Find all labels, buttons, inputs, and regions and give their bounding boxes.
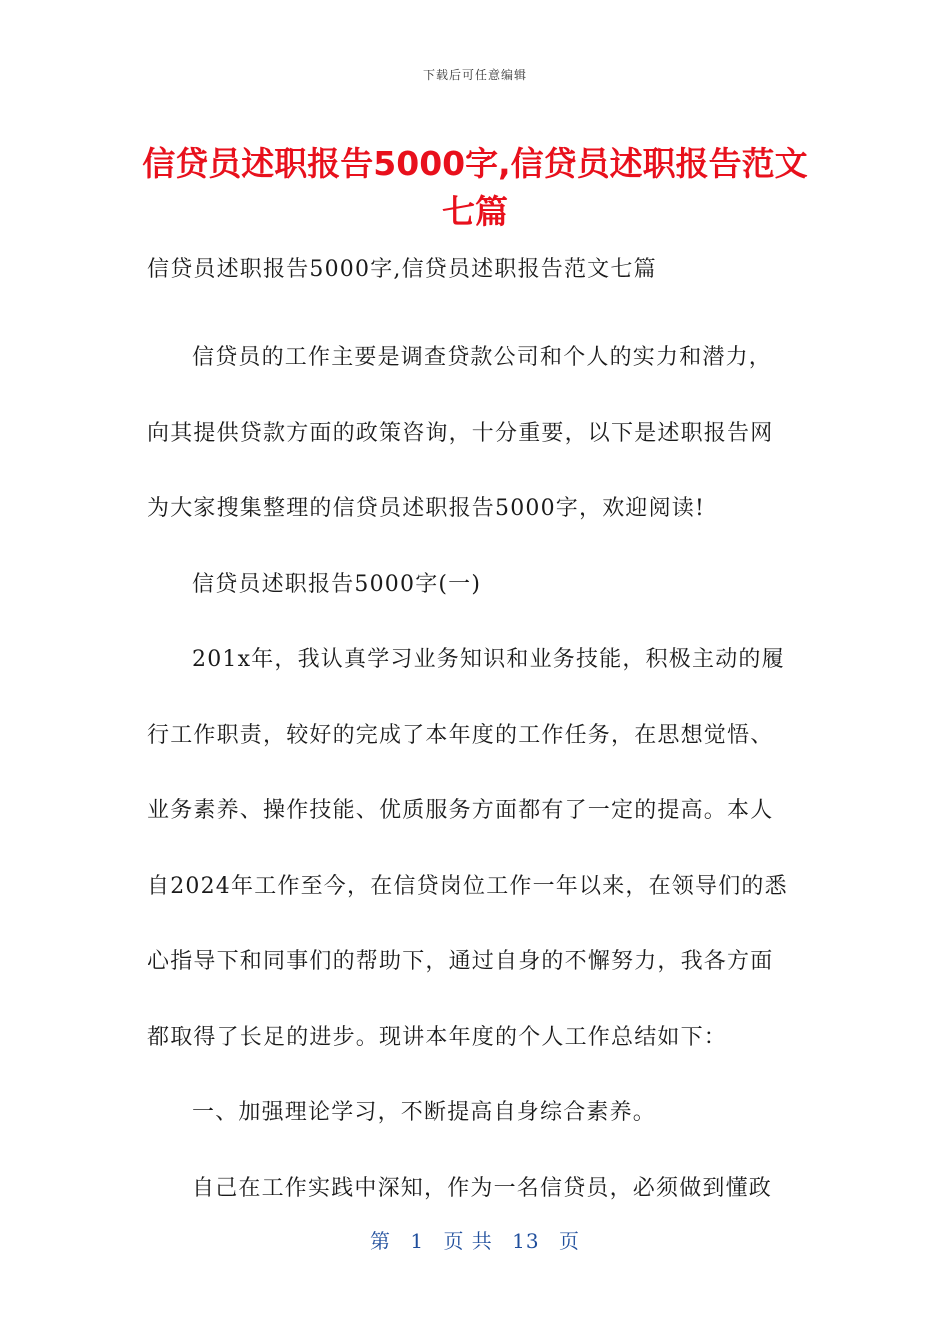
body-paragraph-line: 向其提供贷款方面的政策咨询，十分重要，以下是述职报告网	[147, 420, 774, 446]
body-paragraph-line: 信贷员的工作主要是调查贷款公司和个人的实力和潜力，	[192, 345, 773, 370]
body-paragraph-line: 业务素养、操作技能、优质服务方面都有了一定的提高。本人	[147, 798, 774, 823]
body-paragraph-line: 行工作职责，较好的完成了本年度的工作任务，在思想觉悟、	[147, 722, 774, 748]
body-subtitle-line: 信贷员述职报告5000字,信贷员述职报告范文七篇	[147, 257, 657, 282]
document-title: 信贷员述职报告5000字,信贷员述职报告范文七篇	[142, 144, 808, 231]
subsection-heading: 一、加强理论学习，不断提高自身综合素养。	[192, 1100, 657, 1125]
body-paragraph-line: 为大家搜集整理的信贷员述职报告5000字，欢迎阅读!	[147, 496, 706, 521]
page-header-note: 下载后可任意编辑	[422, 68, 527, 82]
footer-prefix: 第	[370, 1229, 391, 1253]
document-body	[147, 245, 807, 1226]
footer-total-pages: 13	[512, 1229, 540, 1253]
page-number-footer	[0, 1225, 950, 1254]
footer-middle: 页 共	[443, 1229, 493, 1253]
body-paragraph-line: 心指导下和同事们的帮助下，通过自身的不懈努力，我各方面	[147, 949, 774, 974]
section-heading: 信贷员述职报告5000字(一)	[192, 571, 482, 597]
body-paragraph-line: 自2024年工作至今，在信贷岗位工作一年以来，在领导们的悉	[147, 873, 788, 899]
body-paragraph-line: 都取得了长足的进步。现讲本年度的个人工作总结如下：	[147, 1024, 728, 1050]
footer-current-page: 1	[410, 1229, 425, 1253]
body-paragraph-line: 201x年，我认真学习业务知识和业务技能，积极主动的履	[192, 647, 785, 672]
footer-suffix: 页	[558, 1229, 580, 1253]
body-paragraph-line: 自己在工作实践中深知，作为一名信贷员，必须做到懂政	[192, 1175, 773, 1201]
